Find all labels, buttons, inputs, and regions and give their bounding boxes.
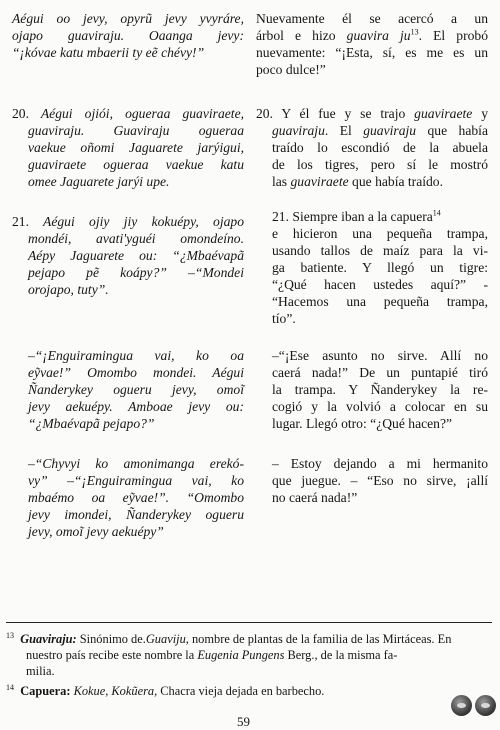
text-line: tío”. xyxy=(272,311,296,326)
spanish-paragraph-20 xyxy=(256,105,488,190)
text-line: mondéi, avati'yguéi omondeíno. xyxy=(28,231,244,246)
footnote-mark: 14 xyxy=(6,682,14,692)
text-line: mbaémo oa eỹvae!”. “Omombo xyxy=(28,490,244,505)
page-number: 59 xyxy=(237,714,250,729)
guarani-paragraph-23 xyxy=(12,455,244,540)
text-line: –“Chyvyi ko amonimanga erekó- xyxy=(28,456,244,471)
footnote-mark: 13 xyxy=(6,630,14,640)
spanish-paragraph-21 xyxy=(256,208,488,327)
text-line: 21. Siempre iban a la capuera$^{14}$ xyxy=(272,208,441,224)
text-line: orojapo, tuty”. xyxy=(28,282,109,297)
paragraph-number: 21. xyxy=(12,214,29,229)
text-line: lugar. Llegó otro: “¿Qué hacen?” xyxy=(272,416,453,431)
guarani-paragraph-0 xyxy=(12,10,244,61)
text-line: jevy imondei, Ñanderykey ogueru xyxy=(28,507,244,522)
text-line: árbol e hizo guavira $ju^{13}$. El probó xyxy=(256,27,488,43)
text-line: 20. Aégui ojiói, ogueraa guaviraete, xyxy=(12,106,244,121)
footnote-13 xyxy=(6,631,494,679)
spanish-paragraph-0 xyxy=(256,10,488,78)
corner-badges xyxy=(451,695,496,716)
text-line: $^{13}$ Guaviraju: Sinónimo de.Guaviju, nombre de plantas de la familia de las Mirtáceas. En xyxy=(6,630,452,646)
text-line: Aépy Jaguarete ou: “¿Mbaévapã xyxy=(28,248,244,263)
text-line: nuevamente: “¡Esta, sí, es me es un xyxy=(256,45,488,60)
footnote-ref-13: 13 xyxy=(410,27,419,37)
text-line: la trampa. Y Ñanderykey la re- xyxy=(272,382,488,397)
text-line: no caerá nada!” xyxy=(272,490,358,505)
text-line: jevy, omoĩ jevy aekuépy” xyxy=(28,524,164,539)
text-line: 21. Aégui ojiy jiy kokuépy, ojapo xyxy=(12,214,244,229)
text-line: nuestro país recibe este nombre la Eugenia Pungens Berg., de la misma fa- xyxy=(26,648,398,662)
text-line: “¡kóvae katu mbaerii ty eẽ chévy!” xyxy=(12,45,205,60)
text-line: guaviraju. El guaviraju que había xyxy=(272,123,488,138)
text-line: ojapo guaviraju. Oaanga jevy: xyxy=(12,28,244,43)
text-line: ga batiente. Y llegó un tigre: xyxy=(272,260,488,275)
text-line: –“¡Ese asunto no sirve. Allí no xyxy=(272,348,488,363)
footnote-divider xyxy=(6,622,492,623)
text-line: caerá nada!” De un puntapié tiró xyxy=(272,365,488,380)
text-line: 20. Y él fue y se trajo guaviraete y xyxy=(256,106,488,121)
guarani-paragraph-22 xyxy=(12,347,244,432)
text-line: guaviraete ogueraa vaekue katu xyxy=(28,157,244,172)
disc-icon xyxy=(451,695,472,716)
text-line: “Hacemos una pequeña trampa, xyxy=(272,294,488,309)
footnote-14 xyxy=(6,683,446,699)
footnote-ref-14: 14 xyxy=(432,208,441,218)
text-line: –“¡Enguiramingua vai, ko oa xyxy=(28,348,244,363)
text-line: Nuevamente él se acercó a un xyxy=(256,11,488,26)
text-line: Ñanderykey ogueru jevy, omoĩ xyxy=(28,382,244,397)
text-line: $^{14}$ Capuera: Kokue, Kokũera, Chacra vieja dejada en barbecho. xyxy=(6,682,325,698)
text-line: traído lo escondió de la abuela xyxy=(272,140,488,155)
footnote-term: Capuera: xyxy=(20,684,71,698)
text-line: – Estoy dejando a mi hermanito xyxy=(272,456,488,471)
text-line: e hicieron una pequeña trampa, xyxy=(272,226,488,241)
text-line: eỹvae!” Omombo mondei. Aégui xyxy=(28,365,244,380)
spanish-paragraph-22 xyxy=(256,347,488,432)
footnote-term: Guaviraju: xyxy=(20,632,77,646)
text-line: “¿Qué hacen ustedes aquí?” - xyxy=(272,277,488,292)
paragraph-number: 20. xyxy=(12,106,29,121)
text-line: omee Jaguarete jarýi upe. xyxy=(28,174,170,189)
text-line: jevy aekuépy. Amboae jevy ou: xyxy=(28,399,244,414)
text-line: vaekue oñomi Jaguarete jarýigui, xyxy=(28,140,244,155)
text-line: milia. xyxy=(26,664,55,678)
text-line: poco dulce!” xyxy=(256,62,326,77)
text-line: que juegue. – “Eso no sirve, ¡allí xyxy=(272,473,488,488)
text-line: las guaviraete que había traído. xyxy=(272,174,444,189)
spanish-paragraph-23 xyxy=(256,455,488,506)
text-line: vy” –“¡Enguiramingua vai, ko xyxy=(28,473,244,488)
text-line: de los tigres, pero sí le mostró xyxy=(272,157,488,172)
text-line: Aégui oo jevy, opyrũ jevy yvyráre, xyxy=(12,11,244,26)
guarani-paragraph-21 xyxy=(12,213,244,298)
guarani-paragraph-20 xyxy=(12,105,244,190)
text-line: pejapo pẽ koápy?” –“Mondei xyxy=(28,265,244,280)
text-line: usando tallos de maíz para la vi- xyxy=(272,243,488,258)
disc-icon xyxy=(475,695,496,716)
text-line: cogió y la volvió a colocar en su xyxy=(272,399,488,414)
text-line: guaviraju. Guaviraju ogueraa xyxy=(28,123,244,138)
text-line: “¿Mbaévapã pejapo?” xyxy=(28,416,155,431)
